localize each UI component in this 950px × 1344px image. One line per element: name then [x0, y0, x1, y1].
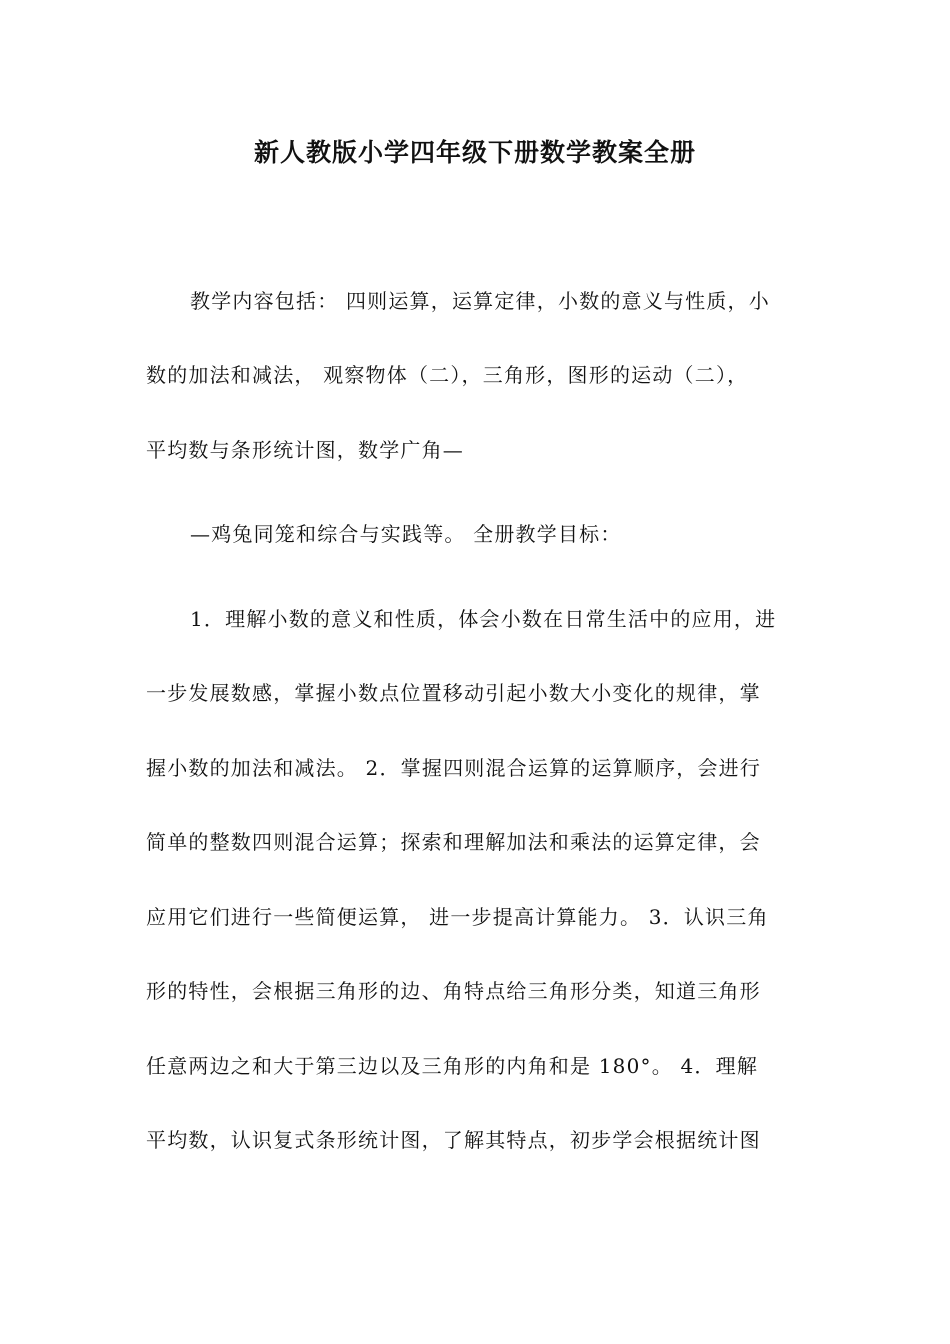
paragraph-line: 1．理解小数的意义和性质，体会小数在日常生活中的应用，进	[190, 607, 777, 631]
paragraph-line: —鸡兔同笼和综合与实践等。 全册教学目标：	[190, 522, 622, 546]
paragraph-line: 一步发展数感，掌握小数点位置移动引起小数大小变化的规律，掌	[146, 681, 761, 705]
paragraph-line: 形的特性，会根据三角形的边、角特点给三角形分类，知道三角形	[146, 979, 761, 1003]
paragraph-line: 数的加法和减法， 观察物体（二），三角形，图形的运动（二），	[146, 363, 749, 387]
paragraph-line: 任意两边之和大于第三边以及三角形的内角和是 180°。 4．理解	[146, 1054, 759, 1078]
paragraph-line: 握小数的加法和减法。 2．掌握四则混合运算的运算顺序，会进行	[146, 756, 762, 780]
paragraph-line: 应用它们进行一些简便运算， 进一步提高计算能力。 3．认识三角	[146, 905, 769, 929]
paragraph-line: 简单的整数四则混合运算；探索和理解加法和乘法的运算定律，会	[146, 830, 761, 854]
paragraph-line: 平均数，认识复式条形统计图，了解其特点，初步学会根据统计图	[146, 1128, 761, 1152]
document-title: 新人教版小学四年级下册数学教案全册	[253, 138, 696, 167]
paragraph-line: 教学内容包括： 四则运算，运算定律，小数的意义与性质，小	[190, 289, 770, 313]
paragraph-line: 平均数与条形统计图，数学广角—	[146, 438, 464, 462]
